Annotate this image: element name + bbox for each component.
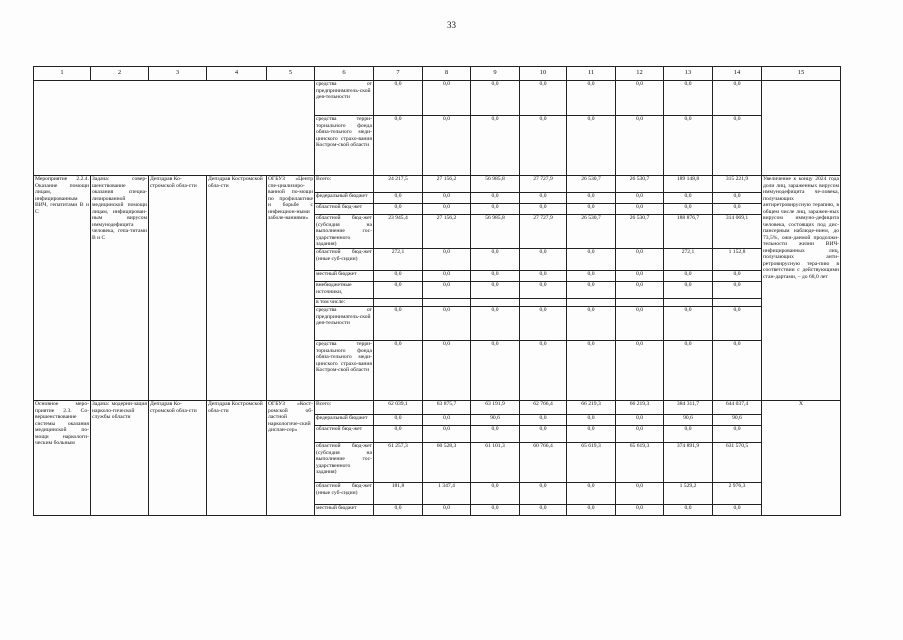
amount-cell: 0,0 — [520, 81, 567, 116]
amount-cell: 27 727,9 — [520, 215, 567, 249]
result-cell — [762, 81, 841, 176]
amount-cell: 0,0 — [713, 81, 762, 116]
amount-cell — [423, 299, 471, 307]
amount-cell: 0,0 — [423, 271, 471, 282]
amount-cell: 0,0 — [520, 204, 567, 215]
measure-name: Основное меро-приятие 2.3. Со-вершенствование системы оказания медицинской по-мощи наркологи-ческим больным — [34, 401, 91, 516]
column-number: 13 — [664, 67, 713, 81]
amount-cell: 0,0 — [616, 193, 664, 204]
amount-cell: 0,0 — [664, 282, 713, 299]
column-number: 5 — [267, 67, 315, 81]
funding-source: областной бюд-жет — [315, 426, 374, 443]
amount-cell: 60 528,3 — [423, 443, 471, 483]
amount-cell: 0,0 — [664, 193, 713, 204]
table-row — [34, 401, 841, 415]
amount-cell: 23 945,4 — [374, 215, 423, 249]
amount-cell: 66 219,3 — [567, 401, 616, 415]
amount-cell: 0,0 — [374, 81, 423, 116]
amount-cell: 0,0 — [520, 483, 567, 505]
funding-source: областной бюд-жет (субсидия на выполнение гос-ударственного задания) — [315, 443, 374, 483]
amount-cell: 0,0 — [520, 193, 567, 204]
expected-result: Х — [762, 401, 841, 516]
amount-cell: 272,1 — [374, 249, 423, 271]
amount-cell: 0,0 — [567, 81, 616, 116]
amount-cell: 0,0 — [664, 426, 713, 443]
amount-cell: 0,0 — [374, 505, 423, 516]
funding-source: средства от предприниматель-ской дея-тельности — [315, 307, 374, 341]
amount-cell: 1 152,8 — [713, 249, 762, 271]
funding-source: внебюджетные источники, — [315, 282, 374, 299]
measure-task: Задача: совер-шенствование оказания специа-лизированной медицинской помощи лицам, инфицирован-ным вирусом иммунодефицита человека, гепа-титами В и С — [91, 176, 149, 401]
amount-cell: 0,0 — [616, 415, 664, 426]
amount-cell: 0,0 — [616, 307, 664, 341]
amount-cell: 272,1 — [664, 249, 713, 271]
amount-cell: 314 069,1 — [713, 215, 762, 249]
amount-cell: 0,0 — [374, 282, 423, 299]
amount-cell: 0,0 — [520, 505, 567, 516]
amount-cell: 90,6 — [713, 415, 762, 426]
co-executor: Депздрав Костромской обла-сти — [207, 176, 267, 401]
column-number: 15 — [762, 67, 841, 81]
amount-cell: 90,6 — [471, 415, 520, 426]
funding-source: местный бюджет — [315, 505, 374, 516]
amount-cell: 0,0 — [471, 116, 520, 176]
amount-cell: 0,0 — [713, 341, 762, 401]
table-row — [34, 81, 841, 116]
amount-cell: 24 217,5 — [374, 176, 423, 193]
participant: ОГБУЗ «Центр спе-циализиро-ванной по-мощи по профилактике и борьбе с инфекцион-ными заболе-ваниями» — [267, 176, 315, 401]
amount-cell: 0,0 — [664, 204, 713, 215]
responsible-executor: Депздрав Ко-стромской обла-сти — [149, 401, 207, 516]
amount-cell: 0,0 — [471, 249, 520, 271]
amount-cell: 0,0 — [423, 341, 471, 401]
amount-cell: 0,0 — [567, 193, 616, 204]
funding-source: местный бюджет — [315, 271, 374, 282]
funding-source: областной бюд-жет (иные суб-сидии) — [315, 483, 374, 505]
amount-cell: 0,0 — [567, 483, 616, 505]
amount-cell — [520, 299, 567, 307]
column-number: 11 — [567, 67, 616, 81]
column-number: 14 — [713, 67, 762, 81]
column-number: 12 — [616, 67, 664, 81]
amount-cell: 0,0 — [664, 505, 713, 516]
page-number: 33 — [447, 20, 456, 30]
amount-cell: 0,0 — [423, 193, 471, 204]
amount-cell: 0,0 — [374, 116, 423, 176]
budget-table — [33, 66, 841, 516]
funding-source: в том числе: — [315, 299, 374, 307]
amount-cell — [713, 299, 762, 307]
amount-cell: 644 037,4 — [713, 401, 762, 415]
amount-cell: 0,0 — [664, 307, 713, 341]
column-number: 4 — [207, 67, 267, 81]
amount-cell: 0,0 — [471, 193, 520, 204]
amount-cell: 0,0 — [664, 116, 713, 176]
amount-cell: 26 530,7 — [616, 176, 664, 193]
amount-cell: 90,6 — [664, 415, 713, 426]
amount-cell: 63 191,9 — [471, 401, 520, 415]
amount-cell: 374 891,9 — [664, 443, 713, 483]
amount-cell: 0,0 — [423, 116, 471, 176]
amount-cell: 0,0 — [567, 341, 616, 401]
amount-cell: 0,0 — [374, 426, 423, 443]
amount-cell: 0,0 — [567, 249, 616, 271]
expected-result: Увеличение к концу 2024 года доли лиц, зараженных вирусом иммунодефицита че-ловека, получающих антиретровирусную терапию, в общем числе лиц, заражен-ных вирусом иммуно-дефицита человека, состоящих под дис-пансерным наблюде-нием, до 73,5%, ожи-даемой продолжи-тельности жизни ВИЧ-инфицированных лиц, получающих анти-ретровирусную тера-пию в соответствии с действующими стан-дартами, – до 68,0 лет — [762, 176, 841, 401]
amount-cell: 0,0 — [423, 505, 471, 516]
amount-cell: 0,0 — [664, 81, 713, 116]
amount-cell: 62 039,1 — [374, 401, 423, 415]
amount-cell: 62 766,4 — [520, 401, 567, 415]
amount-cell: 0,0 — [616, 341, 664, 401]
amount-cell: 60 766,4 — [520, 443, 567, 483]
amount-cell: 0,0 — [471, 271, 520, 282]
amount-cell: 0,0 — [471, 505, 520, 516]
amount-cell: 0,0 — [713, 282, 762, 299]
amount-cell: 0,0 — [567, 204, 616, 215]
table-row — [34, 176, 841, 193]
amount-cell: 0,0 — [713, 505, 762, 516]
amount-cell: 0,0 — [713, 426, 762, 443]
column-number: 1 — [34, 67, 91, 81]
amount-cell: 0,0 — [374, 204, 423, 215]
column-number: 2 — [91, 67, 149, 81]
amount-cell: 0,0 — [471, 204, 520, 215]
amount-cell: 0,0 — [520, 307, 567, 341]
amount-cell: 65 619,3 — [616, 443, 664, 483]
amount-cell: 0,0 — [471, 282, 520, 299]
amount-cell: 0,0 — [520, 341, 567, 401]
amount-cell: 0,0 — [713, 307, 762, 341]
empty-cells — [34, 81, 315, 176]
amount-cell: 0,0 — [567, 307, 616, 341]
amount-cell: 27 727,9 — [520, 176, 567, 193]
amount-cell: 0,0 — [616, 282, 664, 299]
amount-cell: 0,0 — [567, 282, 616, 299]
amount-cell: 0,0 — [374, 415, 423, 426]
amount-cell: 0,0 — [664, 271, 713, 282]
amount-cell: 0,0 — [713, 193, 762, 204]
amount-cell: 0,0 — [616, 81, 664, 116]
column-number: 6 — [315, 67, 374, 81]
amount-cell: 26 530,7 — [616, 215, 664, 249]
amount-cell: 0,0 — [374, 341, 423, 401]
amount-cell: 66 219,3 — [616, 401, 664, 415]
amount-cell: 0,0 — [423, 282, 471, 299]
amount-cell: 0,0 — [616, 249, 664, 271]
column-number: 10 — [520, 67, 567, 81]
amount-cell: 0,0 — [471, 426, 520, 443]
measure-task: Задача: модерни-зация нарколо-гической службы области — [91, 401, 149, 516]
amount-cell: 2 976,3 — [713, 483, 762, 505]
amount-cell: 61 101,3 — [471, 443, 520, 483]
amount-cell: 61 257,3 — [374, 443, 423, 483]
amount-cell: 0,0 — [520, 282, 567, 299]
amount-cell: 189 148,8 — [664, 176, 713, 193]
funding-source: Всего: — [315, 401, 374, 415]
funding-source: Всего: — [315, 176, 374, 193]
column-number: 9 — [471, 67, 520, 81]
amount-cell: 56 985,8 — [471, 215, 520, 249]
amount-cell: 1 529,2 — [664, 483, 713, 505]
funding-source: областной бюд-жет (иные суб-сидии) — [315, 249, 374, 271]
amount-cell: 181,8 — [374, 483, 423, 505]
amount-cell: 0,0 — [423, 249, 471, 271]
funding-source: федеральный бюджет — [315, 193, 374, 204]
responsible-executor: Депздрав Ко-стромской обла-сти — [149, 176, 207, 401]
amount-cell: 631 570,5 — [713, 443, 762, 483]
amount-cell: 0,0 — [567, 426, 616, 443]
amount-cell: 384 311,7 — [664, 401, 713, 415]
amount-cell: 0,0 — [520, 116, 567, 176]
amount-cell: 0,0 — [520, 415, 567, 426]
measure-name: Мероприятие 2.2.4. Оказание помощи лицам, инфицированным ВИЧ, гепатитами В и С — [34, 176, 91, 401]
column-number: 3 — [149, 67, 207, 81]
amount-cell: 0,0 — [520, 249, 567, 271]
amount-cell: 0,0 — [374, 193, 423, 204]
amount-cell: 0,0 — [471, 81, 520, 116]
amount-cell: 0,0 — [616, 426, 664, 443]
amount-cell: 0,0 — [567, 415, 616, 426]
amount-cell: 0,0 — [471, 307, 520, 341]
funding-source: областной бюд-жет — [315, 204, 374, 215]
amount-cell: 0,0 — [616, 505, 664, 516]
amount-cell: 0,0 — [567, 116, 616, 176]
amount-cell: 0,0 — [423, 415, 471, 426]
amount-cell — [616, 299, 664, 307]
amount-cell: 26 530,7 — [567, 215, 616, 249]
amount-cell: 65 619,3 — [567, 443, 616, 483]
amount-cell: 0,0 — [616, 271, 664, 282]
amount-cell: 0,0 — [567, 271, 616, 282]
amount-cell — [664, 299, 713, 307]
amount-cell: 63 875,7 — [423, 401, 471, 415]
amount-cell: 56 985,8 — [471, 176, 520, 193]
amount-cell: 27 156,2 — [423, 215, 471, 249]
participant: ОГБУЗ «Кост-ромской об-ластной наркологиче-ский диспан-сер» — [267, 401, 315, 516]
amount-cell: 27 156,2 — [423, 176, 471, 193]
funding-source: областной бюд-жет (субсидия на выполнение гос-ударственного задания) — [316, 215, 372, 247]
amount-cell: 0,0 — [423, 204, 471, 215]
funding-source: средства терри-ториального фонда обяза-тельного меди-цинского страхо-вания Костром-ской области — [315, 341, 374, 401]
amount-cell: 0,0 — [423, 307, 471, 341]
amount-cell: 315 221,9 — [713, 176, 762, 193]
amount-cell: 0,0 — [423, 426, 471, 443]
amount-cell: 26 530,7 — [567, 176, 616, 193]
amount-cell: 0,0 — [471, 483, 520, 505]
amount-cell — [374, 299, 423, 307]
amount-cell: 0,0 — [616, 116, 664, 176]
column-number: 8 — [423, 67, 471, 81]
amount-cell: 0,0 — [567, 505, 616, 516]
amount-cell: 0,0 — [713, 116, 762, 176]
amount-cell: 0,0 — [664, 341, 713, 401]
amount-cell: 0,0 — [374, 307, 423, 341]
funding-source: средства от предприниматель-ской дея-тельности — [315, 81, 374, 116]
amount-cell: 0,0 — [423, 81, 471, 116]
amount-cell: 0,0 — [616, 204, 664, 215]
amount-cell: 0,0 — [713, 204, 762, 215]
amount-cell: 0,0 — [374, 271, 423, 282]
amount-cell: 0,0 — [713, 271, 762, 282]
column-number: 7 — [374, 67, 423, 81]
amount-cell — [567, 299, 616, 307]
amount-cell: 1 347,4 — [423, 483, 471, 505]
funding-source: средства терри-ториального фонда обяза-тельного меди-цинского страхо-вания Костром-ской области — [315, 116, 374, 176]
column-number-row — [34, 67, 841, 81]
funding-source: федеральный бюджет — [315, 415, 374, 426]
amount-cell — [471, 299, 520, 307]
amount-cell: 188 876,7 — [664, 215, 713, 249]
amount-cell: 0,0 — [520, 271, 567, 282]
amount-cell: 0,0 — [471, 341, 520, 401]
amount-cell: 0,0 — [520, 426, 567, 443]
amount-cell: 0,0 — [616, 483, 664, 505]
co-executor: Депздрав Костромской обла-сти — [207, 401, 267, 516]
